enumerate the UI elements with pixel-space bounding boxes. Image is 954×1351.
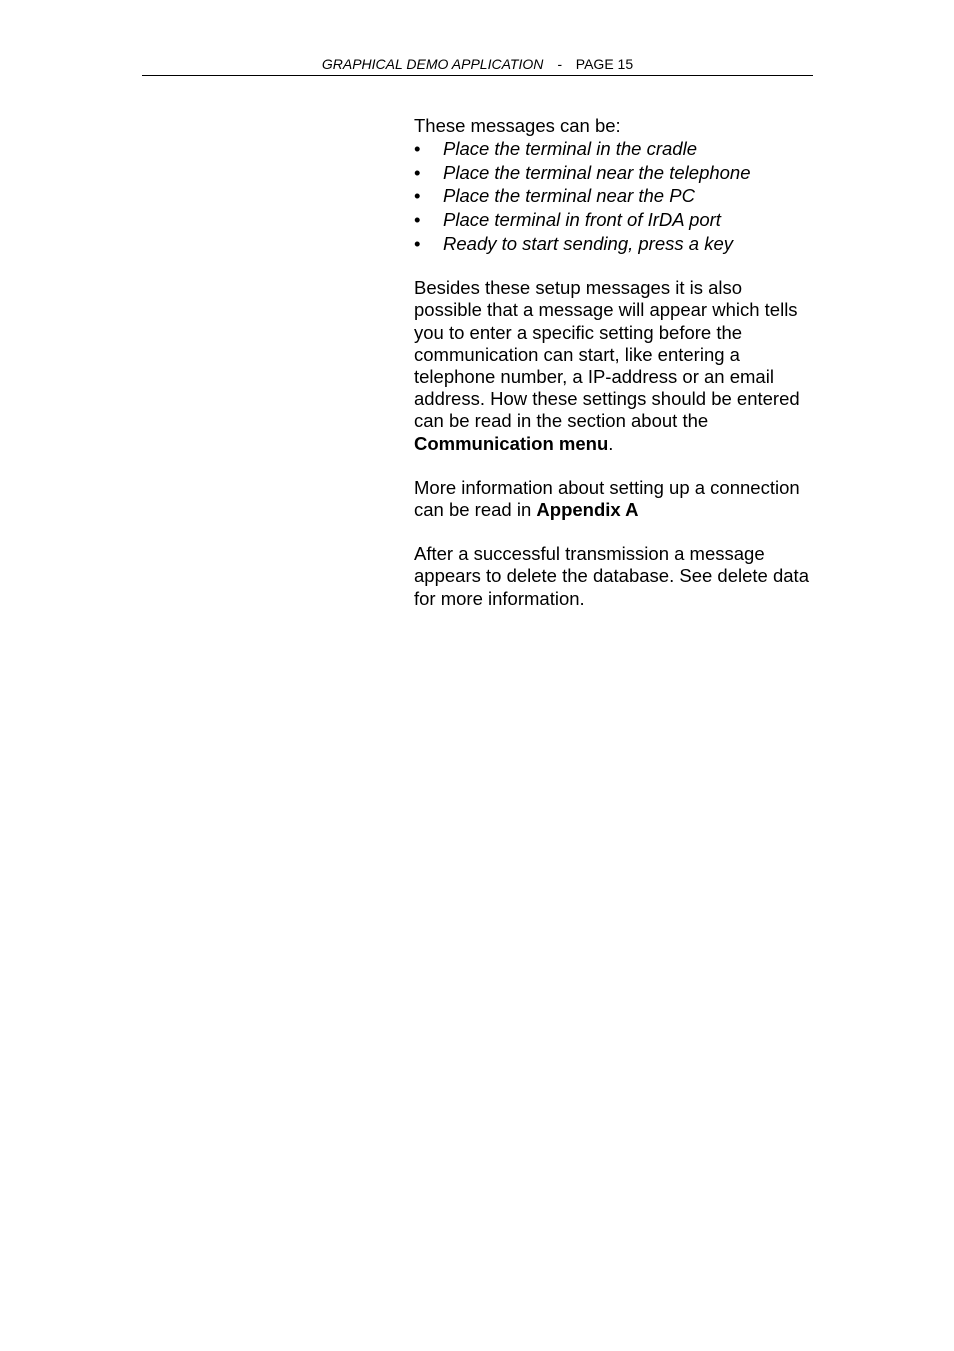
- page-number: PAGE 15: [575, 56, 634, 72]
- main-content: [414, 115, 814, 632]
- communication-menu-reference: Communication menu: [414, 432, 609, 454]
- setup-paragraph-text: Besides these setup messages it is also possible that a message will appear which tells you to enter a specific setting before the communication can start, like entering a telephone number, a IP-address or an email address. How these settings should be entered can be read in the section about the: [414, 277, 800, 432]
- list-item: • Place the terminal near the telephone: [414, 161, 814, 185]
- header-separator: -: [557, 56, 562, 72]
- connection-paragraph-text: More information about setting up a connection can be read in: [414, 476, 800, 520]
- connection-paragraph: [414, 477, 814, 521]
- list-item: • Place the terminal in the cradle: [414, 137, 814, 161]
- intro-text: These messages can be:: [414, 115, 621, 136]
- document-title: GRAPHICAL DEMO APPLICATION: [321, 56, 544, 72]
- appendix-reference: Appendix A: [536, 499, 639, 520]
- list-item: • Ready to start sending, press a key: [414, 232, 814, 256]
- setup-paragraph: [414, 277, 814, 455]
- transmission-paragraph: After a successful transmission a message appears to delete the database. See delete data for more information.: [414, 543, 809, 609]
- list-item: • Place the terminal near the PC: [414, 184, 814, 208]
- page-header: [142, 56, 813, 76]
- list-item: • Place terminal in front of IrDA port: [414, 208, 814, 232]
- message-list: [414, 137, 814, 255]
- setup-paragraph-end: .: [608, 432, 614, 454]
